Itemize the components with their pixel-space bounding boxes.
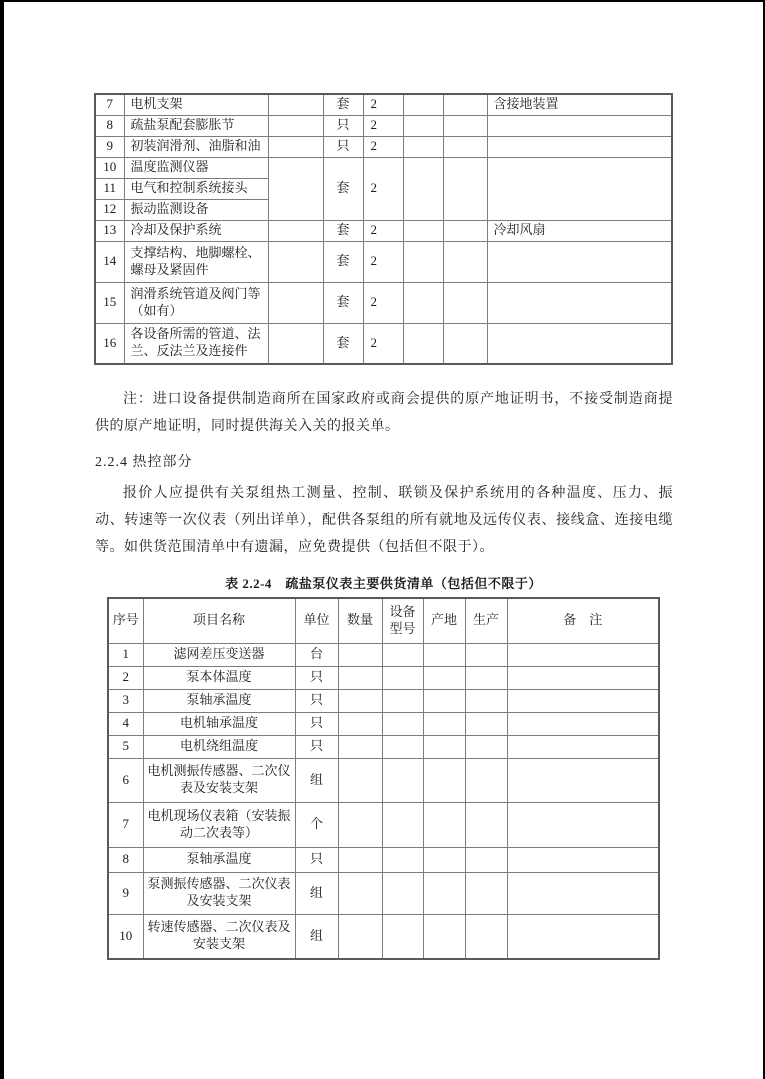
cell-item-name: 泵本体温度 (143, 666, 295, 689)
cell-blank (507, 666, 659, 689)
table-row (108, 914, 659, 959)
cell-blank-merged (403, 157, 443, 220)
table-row (108, 712, 659, 735)
cell-blank (382, 802, 423, 847)
cell-blank (423, 712, 465, 735)
header-item-name: 项目名称 (143, 598, 295, 643)
table-row (95, 323, 672, 364)
cell-unit: 只 (295, 735, 338, 758)
table-row (108, 666, 659, 689)
cell-qty-merged: 2 (363, 157, 403, 220)
cell-blank (382, 872, 423, 914)
header-remark: 备 注 (507, 598, 659, 643)
cell-blank (465, 802, 507, 847)
cell-blank (403, 115, 443, 136)
cell-blank (443, 94, 487, 115)
cell-unit: 台 (295, 643, 338, 666)
cell-unit: 只 (323, 115, 363, 136)
cell-blank (507, 643, 659, 666)
cell-blank (338, 802, 382, 847)
cell-qty: 2 (363, 136, 403, 157)
cell-qty: 2 (363, 282, 403, 323)
cell-blank (403, 94, 443, 115)
cell-blank (382, 758, 423, 802)
cell-item-name: 泵轴承温度 (143, 689, 295, 712)
cell-item-name: 初装润滑剂、油脂和油 (124, 136, 268, 157)
cell-no: 11 (95, 178, 124, 199)
cell-remark (487, 136, 672, 157)
cell-blank (382, 712, 423, 735)
cell-item-name: 电气和控制系统接头 (124, 178, 268, 199)
table-caption: 表 2.2-4 疏盐泵仪表主要供货清单（包括但不限于） (225, 576, 542, 591)
cell-blank (403, 220, 443, 241)
table-row (108, 689, 659, 712)
cell-no: 8 (95, 115, 124, 136)
cell-blank (338, 643, 382, 666)
table-row (108, 758, 659, 802)
cell-blank (507, 735, 659, 758)
cell-blank (507, 914, 659, 959)
cell-blank (382, 689, 423, 712)
cell-item-name: 电机测振传感器、二次仪表及安装支架 (143, 758, 295, 802)
table-row (95, 282, 672, 323)
cell-blank (507, 872, 659, 914)
cell-qty: 2 (363, 115, 403, 136)
cell-blank (338, 758, 382, 802)
cell-blank (443, 282, 487, 323)
cell-blank (338, 666, 382, 689)
cell-blank (423, 689, 465, 712)
table-row (108, 847, 659, 872)
origin-certificate-note: 注：进口设备提供制造商所在国家政府或商会提供的原产地证明书，不接受制造商提供的原产地证明，同时提供海关入关的报关单。 (95, 392, 673, 434)
cell-blank (465, 735, 507, 758)
cell-no: 4 (108, 712, 143, 735)
cell-blank (403, 282, 443, 323)
cell-blank (423, 758, 465, 802)
cell-blank (465, 643, 507, 666)
cell-blank (465, 872, 507, 914)
cell-remark (487, 323, 672, 364)
header-qty: 数量 (338, 598, 382, 643)
cell-blank (465, 666, 507, 689)
cell-unit: 只 (295, 666, 338, 689)
cell-blank (423, 666, 465, 689)
cell-blank (443, 136, 487, 157)
cell-blank (268, 323, 323, 364)
cell-blank (382, 847, 423, 872)
cell-item-name: 电机轴承温度 (143, 712, 295, 735)
cell-blank-merged (443, 157, 487, 220)
cell-unit: 只 (295, 689, 338, 712)
cell-no: 10 (108, 914, 143, 959)
table-row (108, 735, 659, 758)
cell-no: 7 (108, 802, 143, 847)
cell-no: 10 (95, 157, 124, 178)
cell-unit: 组 (295, 872, 338, 914)
cell-unit: 套 (323, 241, 363, 282)
cell-blank (268, 220, 323, 241)
cell-blank (507, 689, 659, 712)
cell-blank (423, 872, 465, 914)
cell-unit-merged: 套 (323, 157, 363, 220)
cell-remark-merged (487, 157, 672, 220)
cell-no: 9 (95, 136, 124, 157)
cell-blank (268, 136, 323, 157)
cell-item-name: 各设备所需的管道、法兰、反法兰及连接件 (124, 323, 268, 364)
cell-unit: 套 (323, 220, 363, 241)
section-heading: 2.2.4 热控部分 (95, 455, 193, 470)
instrument-supply-table (107, 597, 660, 960)
cell-item-name: 温度监测仪器 (124, 157, 268, 178)
cell-item-name: 疏盐泵配套膨胀节 (124, 115, 268, 136)
cell-no: 8 (108, 847, 143, 872)
cell-blank (338, 735, 382, 758)
cell-no: 2 (108, 666, 143, 689)
table-row (95, 241, 672, 282)
cell-no: 7 (95, 94, 124, 115)
cell-blank (382, 643, 423, 666)
table-row (95, 157, 672, 178)
header-maker: 生产 (465, 598, 507, 643)
table-row (95, 136, 672, 157)
cell-no: 1 (108, 643, 143, 666)
cell-remark (487, 282, 672, 323)
cell-item-name: 电机绕组温度 (143, 735, 295, 758)
cell-item-name: 润滑系统管道及阀门等（如有） (124, 282, 268, 323)
cell-qty: 2 (363, 323, 403, 364)
table-header-row (108, 598, 659, 643)
cell-no: 16 (95, 323, 124, 364)
header-origin: 产地 (423, 598, 465, 643)
cell-blank-merged (268, 157, 323, 220)
cell-unit: 只 (295, 712, 338, 735)
cell-blank (465, 689, 507, 712)
cell-item-name: 滤网差压变送器 (143, 643, 295, 666)
cell-blank (443, 241, 487, 282)
cell-item-name: 冷却及保护系统 (124, 220, 268, 241)
equipment-supply-table (94, 93, 673, 365)
cell-item-name: 振动监测设备 (124, 199, 268, 220)
cell-qty: 2 (363, 94, 403, 115)
cell-blank (465, 847, 507, 872)
cell-blank (268, 241, 323, 282)
cell-blank (382, 914, 423, 959)
cell-unit: 套 (323, 323, 363, 364)
cell-item-name: 电机支架 (124, 94, 268, 115)
table-row (95, 115, 672, 136)
cell-item-name: 泵轴承温度 (143, 847, 295, 872)
cell-blank (382, 666, 423, 689)
cell-blank (443, 220, 487, 241)
cell-blank (403, 136, 443, 157)
cell-blank (443, 115, 487, 136)
cell-qty: 2 (363, 241, 403, 282)
cell-blank (338, 712, 382, 735)
cell-blank (268, 94, 323, 115)
cell-unit: 套 (323, 282, 363, 323)
cell-remark (487, 115, 672, 136)
cell-blank (338, 689, 382, 712)
cell-blank (268, 115, 323, 136)
header-unit: 单位 (295, 598, 338, 643)
cell-blank (423, 802, 465, 847)
table-row (108, 872, 659, 914)
cell-blank (338, 872, 382, 914)
cell-item-name: 支撑结构、地脚螺栓、螺母及紧固件 (124, 241, 268, 282)
cell-no: 3 (108, 689, 143, 712)
cell-blank (382, 735, 423, 758)
table-row (95, 220, 672, 241)
cell-remark (487, 241, 672, 282)
header-no: 序号 (108, 598, 143, 643)
cell-blank (423, 643, 465, 666)
cell-no: 9 (108, 872, 143, 914)
table-row (95, 94, 672, 115)
thermal-control-paragraph: 报价人应提供有关泵组热工测量、控制、联锁及保护系统用的各种温度、压力、振动、转速等一次仪表（列出详单），配供各泵组的所有就地及远传仪表、接线盒、连接电缆等。如供货范围清单中有遗漏，应免费提供（包括但不限于）。 (95, 486, 673, 555)
cell-blank (507, 802, 659, 847)
cell-blank (507, 712, 659, 735)
cell-item-name: 转速传感器、二次仪表及安装支架 (143, 914, 295, 959)
cell-blank (403, 241, 443, 282)
cell-blank (423, 847, 465, 872)
cell-remark: 冷却风扇 (487, 220, 672, 241)
cell-no: 15 (95, 282, 124, 323)
table-row (108, 802, 659, 847)
cell-unit: 组 (295, 758, 338, 802)
cell-no: 14 (95, 241, 124, 282)
cell-blank (338, 847, 382, 872)
cell-item-name: 电机现场仪表箱（安装振动二次表等） (143, 802, 295, 847)
cell-qty: 2 (363, 220, 403, 241)
cell-unit: 组 (295, 914, 338, 959)
cell-unit: 只 (323, 136, 363, 157)
cell-blank (465, 914, 507, 959)
cell-blank (465, 712, 507, 735)
cell-no: 6 (108, 758, 143, 802)
header-model: 设备型号 (382, 598, 423, 643)
cell-no: 13 (95, 220, 124, 241)
cell-unit: 个 (295, 802, 338, 847)
cell-blank (443, 323, 487, 364)
cell-blank (507, 847, 659, 872)
cell-unit: 只 (295, 847, 338, 872)
cell-no: 12 (95, 199, 124, 220)
cell-blank (507, 758, 659, 802)
cell-blank (338, 914, 382, 959)
cell-blank (423, 914, 465, 959)
cell-blank (268, 282, 323, 323)
cell-no: 5 (108, 735, 143, 758)
cell-item-name: 泵测振传感器、二次仪表及安装支架 (143, 872, 295, 914)
cell-blank (423, 735, 465, 758)
cell-blank (403, 323, 443, 364)
document-page (4, 2, 763, 1079)
cell-blank (465, 758, 507, 802)
cell-remark: 含接地装置 (487, 94, 672, 115)
cell-unit: 套 (323, 94, 363, 115)
table-row (108, 643, 659, 666)
